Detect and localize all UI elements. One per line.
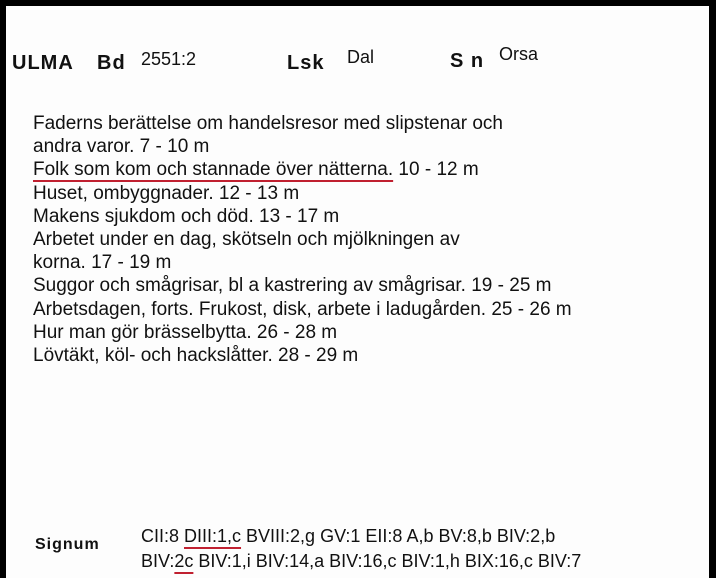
volume-label: Bd — [97, 52, 126, 74]
entry-line: Arbetsdagen, forts. Frukost, disk, arbete i ladugården. 25 - 26 m — [33, 298, 572, 320]
signum-line-2 — [141, 549, 581, 574]
landskap-label: Lsk — [287, 52, 325, 74]
entry-line: Suggor och smågrisar, bl a kastrering av smågrisar. 19 - 25 m — [33, 275, 552, 297]
archive-label: ULMA — [12, 52, 74, 74]
signum-text: CII:8 — [141, 526, 185, 546]
signum-label: Signum — [35, 536, 100, 553]
entry-line: Lövtäkt, köl- och hackslåtter. 28 - 29 m — [33, 345, 359, 367]
entry-line: Makens sjukdom och död. 13 - 17 m — [33, 205, 340, 227]
entry-line: Arbetet under en dag, skötseln och mjölkningen av — [33, 229, 460, 251]
entry-line: Faderns berättelse om handelsresor med slipstenar och — [33, 113, 503, 134]
landskap-value: Dal — [347, 47, 375, 67]
entry-line: Huset, ombyggnader. 12 - 13 m — [33, 182, 300, 204]
signum-text: BVIII:2,g GV:1 EII:8 A,b BV:8,b BIV:2,b — [241, 526, 556, 546]
signum-line-1 — [141, 524, 581, 549]
underlined-entry: Folk som kom och stannade över nätterna. — [33, 159, 394, 181]
content-entries — [33, 112, 703, 367]
signum-underlined: 2c — [174, 551, 194, 571]
entry-line: Hur man gör brässelbytta. 26 - 28 m — [33, 321, 338, 343]
signum-text: BIV:1,i BIV:14,a BIV:16,c BIV:1,h BIX:16,c BIV:7 — [193, 551, 582, 571]
signum-codes — [141, 524, 581, 574]
entry-range: 10 - 12 m — [393, 159, 479, 181]
signum-underlined: DIII:1,c — [184, 526, 242, 546]
entry-line — [33, 158, 703, 181]
entry-line: korna. 17 - 19 m — [33, 252, 172, 274]
volume-value: 2551:2 — [141, 49, 197, 69]
signum-text: BIV: — [141, 551, 175, 571]
socken-label: S n — [450, 50, 485, 72]
entry-line: andra varor. 7 - 10 m — [33, 136, 210, 158]
index-card — [6, 6, 709, 578]
socken-value: Orsa — [499, 44, 539, 64]
